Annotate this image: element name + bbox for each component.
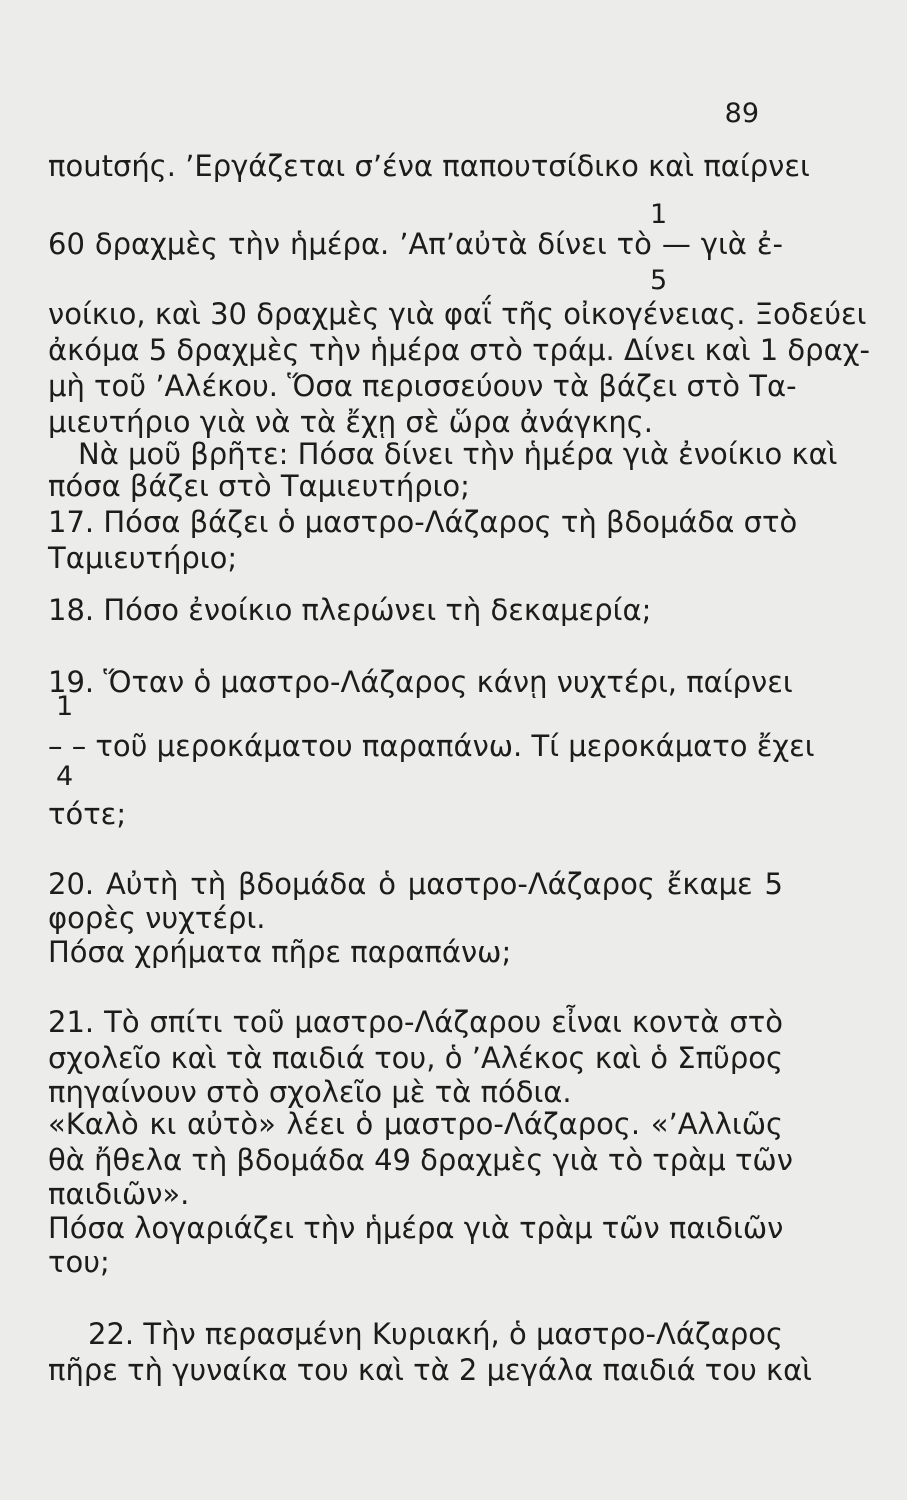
text-line: 22. Τὴν περασμένη Κυριακή, ὁ μαστρο-Λάζαρος bbox=[88, 1317, 783, 1351]
fraction-denominator: 5 bbox=[650, 265, 668, 296]
text-line: 19. Ὅταν ὁ μαστρο-Λάζαρος κάνῃ νυχτέρι, παίρνει bbox=[48, 665, 793, 699]
page-number: 89 bbox=[724, 98, 759, 129]
text-line: μιευτήριο γιὰ νὰ τὰ ἔχῃ σὲ ὥρα ἀνάγκης. bbox=[48, 405, 654, 439]
text-line: νοίκιο, καὶ 30 δραχμὲς γιὰ φαΐ τῆς οἰκογένειας. Ξοδεύει bbox=[48, 297, 867, 331]
text-line: μὴ τοῦ ’Αλέκου. Ὅσα περισσεύουν τὰ βάζει στὸ Τα- bbox=[48, 369, 797, 403]
text-line: του; bbox=[48, 1245, 110, 1279]
text-line: πόσα βάζει στὸ Ταμιευτήριο; bbox=[48, 469, 470, 503]
text-line: Ταμιευτήριο; bbox=[48, 541, 238, 575]
text-line: – – τοῦ μεροκάματου παραπάνω. Τί μεροκάματο ἔχει bbox=[48, 729, 815, 763]
fraction-numerator: 1 bbox=[650, 199, 668, 230]
text-line: πηγαίνουν στὸ σχολεῖο μὲ τὰ πόδια. bbox=[48, 1075, 572, 1109]
text-line: «Καλὸ κι αὐτὸ» λέει ὁ μαστρο-Λάζαρος. «’Αλλιῶς bbox=[48, 1107, 783, 1141]
text-line: τότε; bbox=[48, 797, 127, 831]
text-line: φορὲς νυχτέρι. bbox=[48, 901, 266, 935]
text-line: 18. Πόσο ἐνοίκιο πλερώνει τὴ δεκαμερία; bbox=[48, 593, 652, 627]
text-line: ποutσής. ’Εργάζεται σ’ένα παπουτσίδικο καὶ παίρνει bbox=[48, 149, 810, 183]
text-line: 17. Πόσα βάζει ὁ μαστρο-Λάζαρος τὴ βδομάδα στὸ bbox=[48, 505, 798, 539]
fraction-denominator: 4 bbox=[56, 761, 74, 792]
text-line: σχολεῖο καὶ τὰ παιδιά του, ὁ ’Αλέκος καὶ ὁ Σπῦρος bbox=[48, 1041, 783, 1075]
text-line: ἀκόμα 5 δραχμὲς τὴν ἡμέρα στὸ τράμ. Δίνει καὶ 1 δραχ- bbox=[48, 333, 870, 367]
text-line: θὰ ἤθελα τὴ βδομάδα 49 δραχμὲς γιὰ τὸ τρὰμ τῶν bbox=[48, 1143, 793, 1177]
text-line: πῆρε τὴ γυναίκα του καὶ τὰ 2 μεγάλα παιδιά του καὶ bbox=[48, 1353, 812, 1387]
text-line: 20. Αὐτὴ τὴ βδομάδα ὁ μαστρο-Λάζαρος ἔκαμε 5 bbox=[48, 867, 783, 901]
text-line: 21. Τὸ σπίτι τοῦ μαστρο-Λάζαρου εἶναι κοντὰ στὸ bbox=[48, 1005, 783, 1039]
text-line: Νὰ μοῦ βρῆτε: Πόσα δίνει τὴν ἡμέρα γιὰ ἐνοίκιο καὶ bbox=[78, 437, 838, 471]
text-line: Πόσα χρήματα πῆρε παραπάνω; bbox=[48, 935, 512, 969]
text-line: Πόσα λογαριάζει τὴν ἡμέρα γιὰ τρὰμ τῶν παιδιῶν bbox=[48, 1211, 784, 1245]
text-line: 60 δραχμὲς τὴν ἡμέρα. ’Απ’αὐτὰ δίνει τὸ — γιὰ ἐ- bbox=[48, 227, 783, 261]
fraction-numerator: 1 bbox=[56, 691, 74, 722]
text-line: παιδιῶν». bbox=[48, 1177, 190, 1211]
